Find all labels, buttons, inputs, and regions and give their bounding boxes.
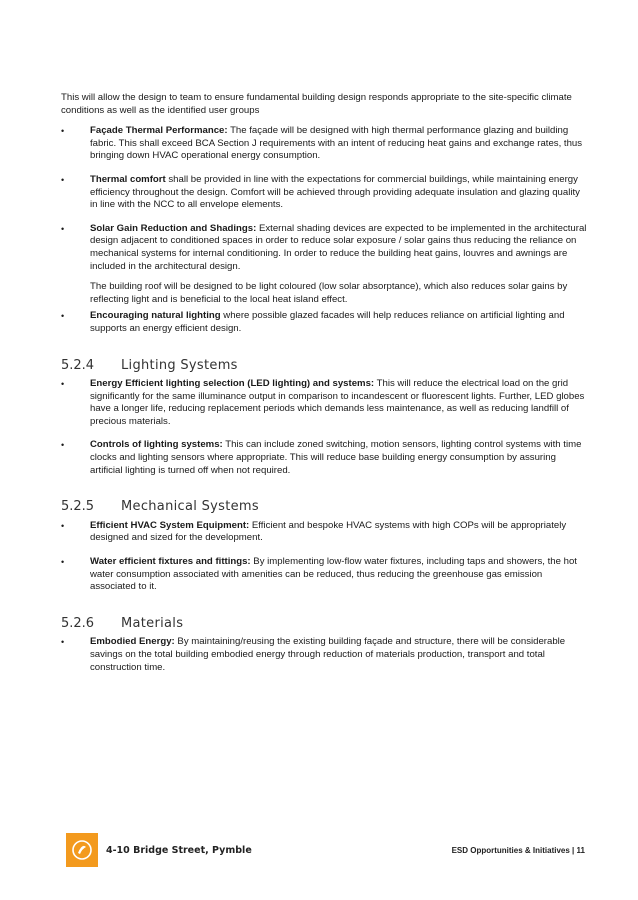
bullet-marker: •: [61, 520, 65, 531]
bullet-text: This can include zoned switching, motion sensors, lighting control systems with time clocks and lighting sensors where appropriate. This will reduce base building energy consumption by assuring artificial lighting is turned off when not required.: [90, 439, 582, 476]
bullet-marker: •: [61, 637, 65, 648]
bullet-marker: •: [61, 126, 65, 137]
bullet-heading: Efficient HVAC System Equipment:: [90, 519, 250, 531]
company-logo: [66, 833, 98, 867]
bullet-marker: •: [61, 557, 65, 568]
bullet-marker: •: [61, 379, 65, 390]
envelope-bullet-list: [61, 125, 587, 335]
bullet-marker: •: [61, 174, 65, 185]
bullet-sub-paragraph: The building roof will be designed to be light coloured (low solar absorptance), which also reduces solar gains by reflecting light and is beneficial to the local heat island effect.: [90, 281, 568, 305]
bullet-text: Efficient and bespoke HVAC systems with high COPs will be appropriately designed and sized for the development.: [90, 519, 567, 544]
bullet-heading: Controls of lighting systems:: [90, 439, 223, 451]
logo-mark-icon: [72, 840, 92, 860]
section-heading-lighting: [61, 357, 587, 373]
bullet-marker: •: [61, 311, 65, 322]
page-content: [61, 92, 587, 685]
bullet-heading: Encouraging natural lighting: [90, 310, 221, 322]
footer-separator: |: [572, 846, 575, 855]
materials-bullet-list: [61, 636, 587, 674]
section-number: 5.2.5: [61, 499, 95, 515]
list-item: [61, 520, 587, 545]
bullet-heading: Water efficient fixtures and fittings:: [90, 556, 251, 568]
bullet-text: where possible glazed facades will help reduces reliance on artificial lighting and supports an energy efficient design.: [90, 310, 565, 334]
bullet-marker: •: [61, 440, 65, 451]
bullet-text: By implementing low-flow water fixtures, including taps and showers, the hot water consumption associated with amenities can be reduced, thus reducing the greenhouse gas emission associated to it.: [90, 556, 577, 593]
section-title: Materials: [121, 615, 184, 631]
list-item: [61, 174, 587, 212]
list-item: [61, 223, 587, 307]
footer-page-info: [452, 846, 585, 855]
page-number: 11: [576, 846, 585, 855]
bullet-heading: Façade Thermal Performance:: [90, 125, 228, 137]
list-item: [61, 556, 587, 594]
section-heading-materials: [61, 615, 587, 631]
section-number: 5.2.4: [61, 357, 95, 373]
list-item: [61, 310, 587, 335]
bullet-text: shall be provided in line with the expectations for commercial buildings, while maintaining energy efficiency throughout the design. Comfort will be achieved through providing adequate insulation and glazing quality in line with the NCC to all envelope elements.: [90, 173, 580, 211]
section-number: 5.2.6: [61, 615, 95, 631]
bullet-heading: Embodied Energy:: [90, 636, 175, 648]
bullet-heading: Energy Efficient lighting selection (LED lighting) and systems:: [90, 378, 375, 390]
section-heading-mechanical: [61, 501, 587, 514]
lighting-bullet-list: [61, 378, 587, 477]
footer-section-title: ESD Opportunities & Initiatives: [451, 846, 570, 855]
bullet-heading: Thermal comfort: [90, 173, 166, 185]
list-item: [61, 378, 587, 428]
bullet-marker: •: [61, 223, 65, 234]
bullet-text: This will reduce the electrical load on the grid significantly for the same illuminance output in comparison to incandescent or fluorescent lights. Further, LED globes have a longer life, reducing replacement periods which demands less maintenance, as well as reducing landfill of precious materials.: [90, 378, 585, 427]
footer-address: 4-10 Bridge Street, Pymble: [106, 845, 252, 856]
list-item: [61, 439, 587, 477]
section-title: Lighting Systems: [121, 357, 238, 373]
bullet-heading: Solar Gain Reduction and Shadings:: [90, 222, 257, 234]
bullet-text: By maintaining/reusing the existing building façade and structure, there will be considerable savings on the total building embodied energy through reduction of materials production, transport and total construction time.: [90, 636, 566, 673]
intro-paragraph: This will allow the design to team to ensure fundamental building design responds appropriate to the site-specific climate conditions as well as the identified user groups: [61, 92, 572, 116]
bullet-text: The façade will be designed with high thermal performance glazing and building fabric. This shall exceed BCA Section J requirements with an intent of reducing heat gains and exchange rates, thus bringing down HVAC operational energy consumption.: [90, 125, 583, 162]
page-footer: [66, 833, 591, 867]
bullet-text: External shading devices are expected to be implemented in the architectural design adjacent to conditioned spaces in order to reduce solar exposure / solar gains thus reducing the reliance on mechanical systems for internal conditioning. In order to reduce the building heat gains, louvres and awnings are included in the architectural design.: [90, 222, 587, 272]
section-title: Mechanical Systems: [121, 499, 259, 515]
list-item: [61, 125, 587, 163]
mechanical-bullet-list: [61, 520, 587, 594]
list-item: [61, 636, 587, 674]
